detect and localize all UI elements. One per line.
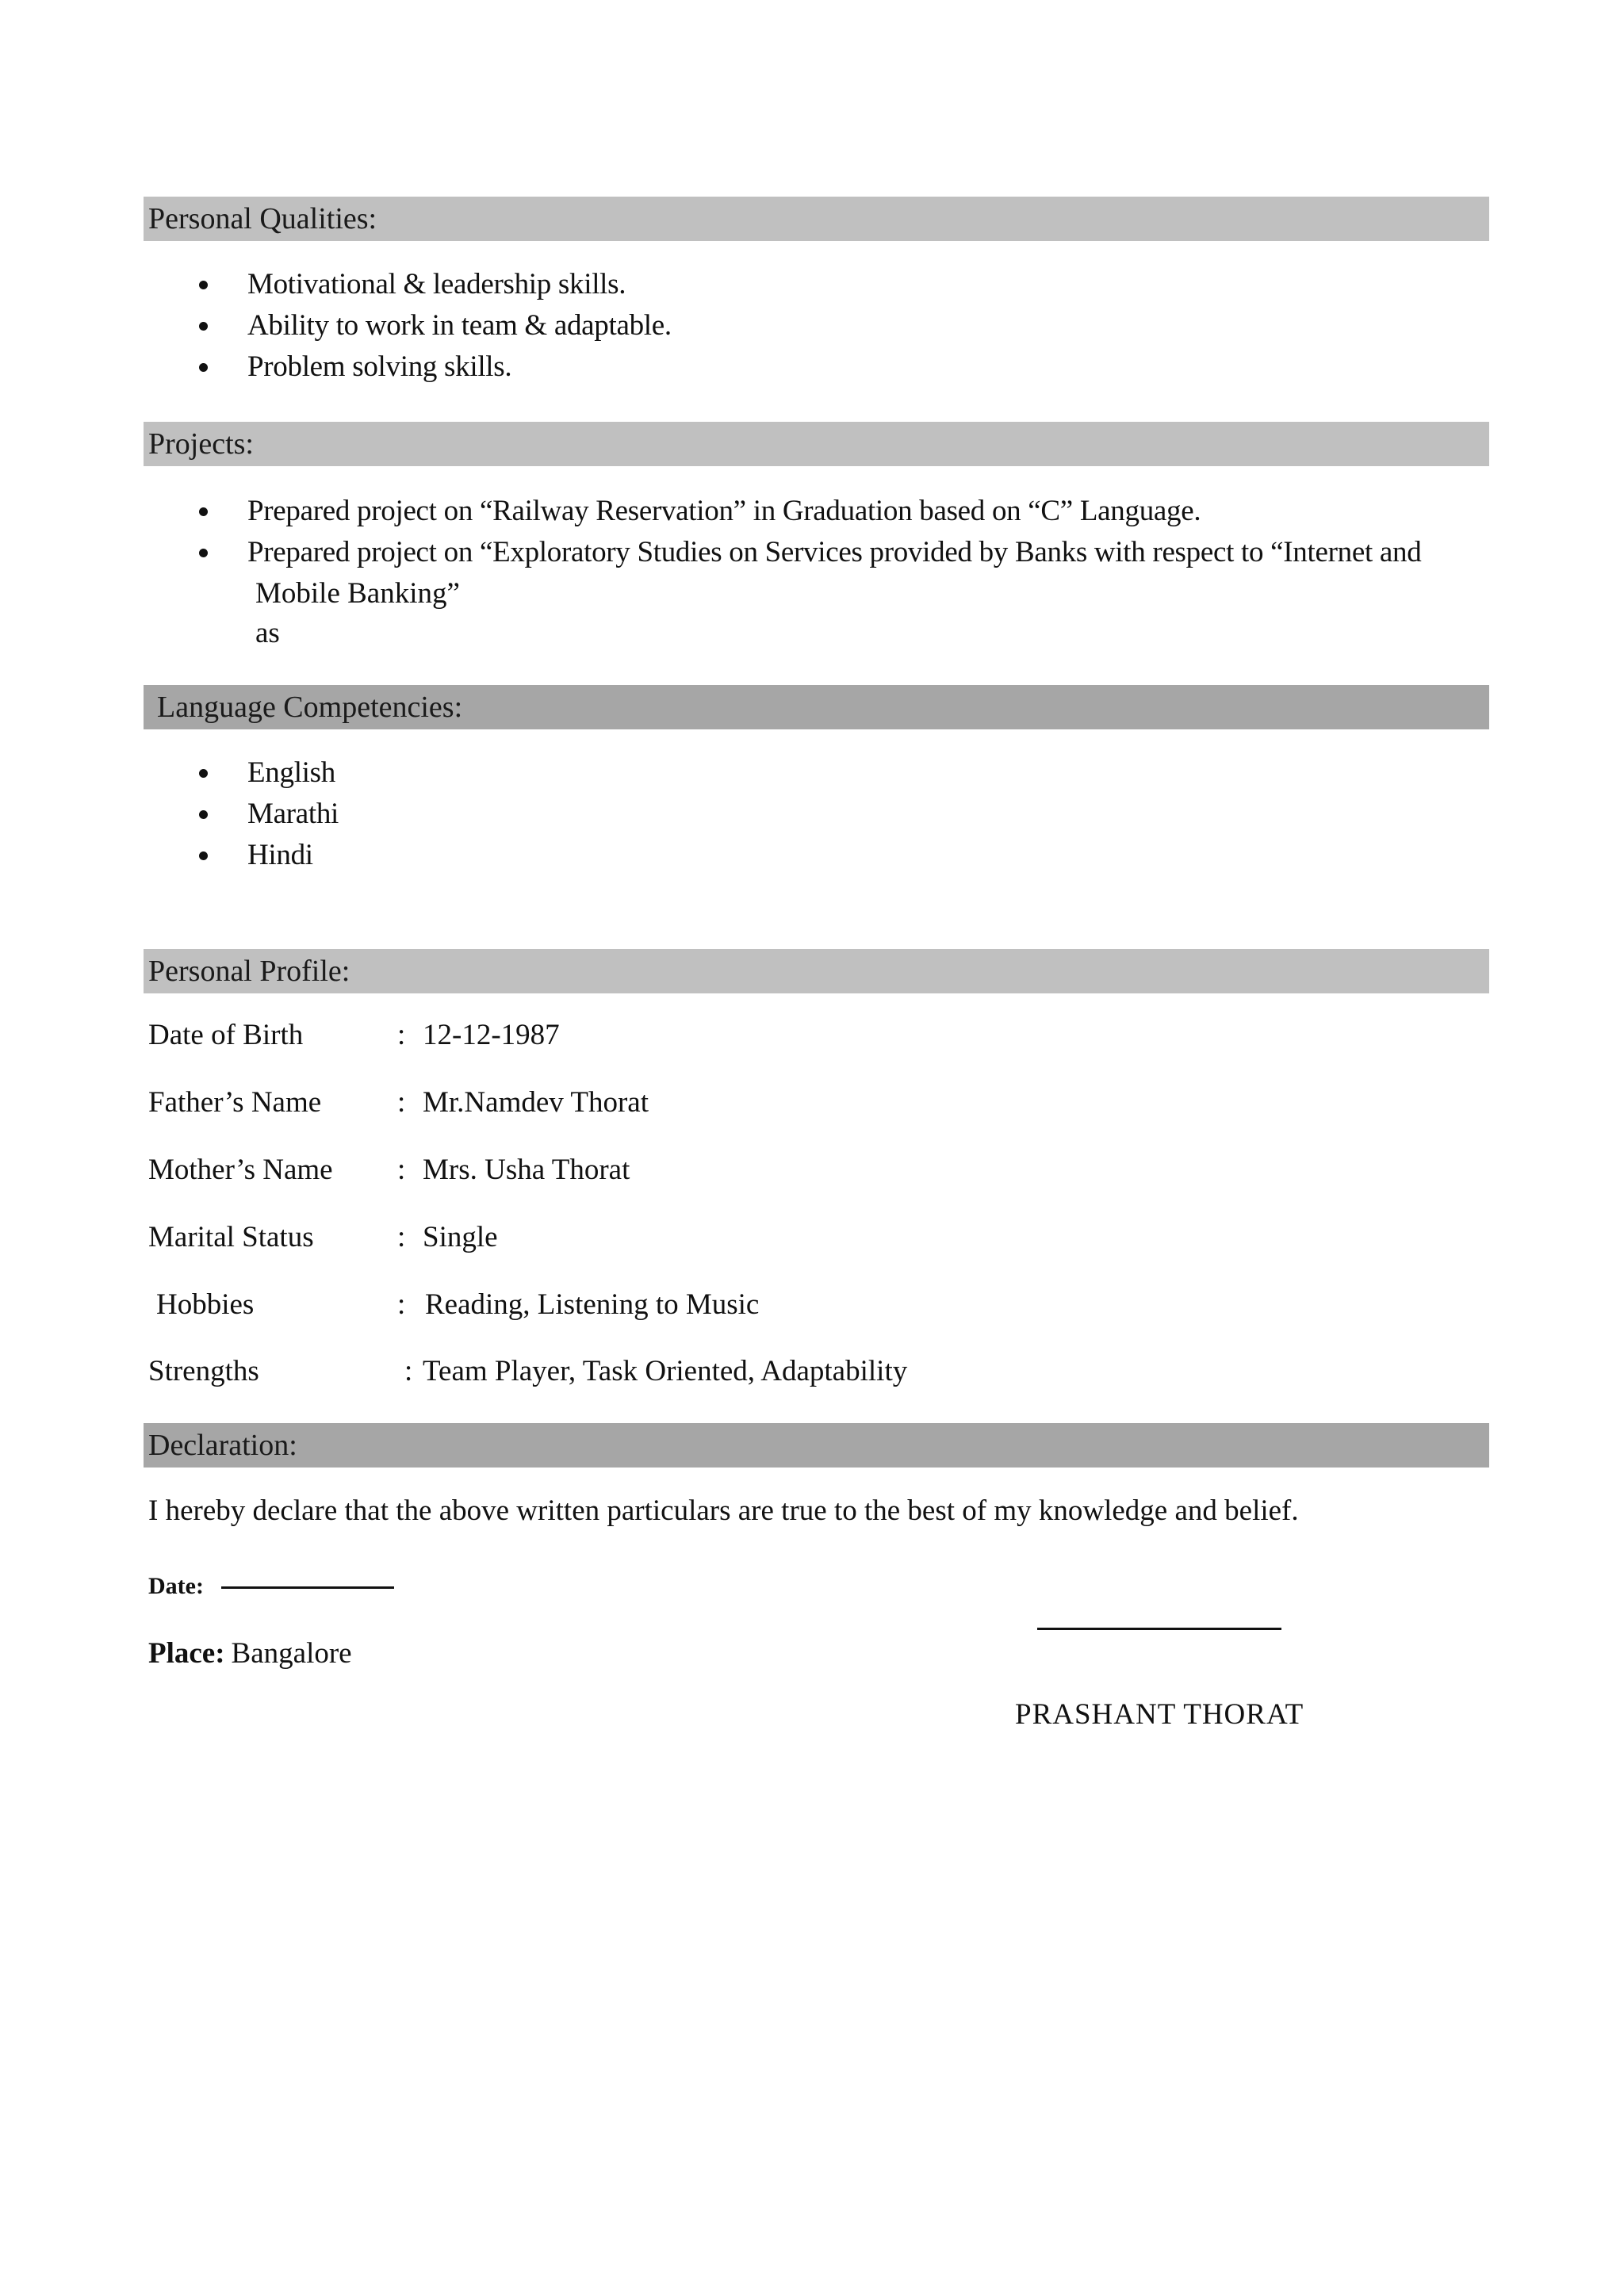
profile-value: Mr.Namdev Thorat (423, 1086, 649, 1119)
profile-label: Strengths (148, 1355, 259, 1387)
profile-label: Mother’s Name (148, 1154, 333, 1186)
signatory-name: PRASHANT THORAT (1015, 1698, 1304, 1731)
profile-row-marital (148, 1217, 1338, 1258)
bullet-icon (199, 322, 208, 331)
bullet-icon (199, 549, 208, 557)
language-competencies-header: Language Competencies: (144, 685, 1489, 729)
profile-row-mother (148, 1150, 1338, 1191)
bullet-icon (199, 507, 208, 516)
profile-value: Reading, Listening to Music (425, 1288, 760, 1321)
projects-list (144, 491, 1489, 573)
bullet-icon (199, 281, 208, 289)
profile-colon: : (397, 1086, 406, 1119)
declaration-text: I hereby declare that the above written particulars are true to the best of my knowledge and belief. (148, 1494, 1299, 1527)
list-item (144, 264, 1489, 305)
profile-value: 12-12-1987 (423, 1019, 560, 1051)
profile-colon: : (397, 1288, 406, 1321)
language-text: Hindi (247, 839, 313, 871)
bullet-icon (199, 769, 208, 778)
bullet-icon (199, 851, 208, 860)
quality-text: Problem solving skills. (247, 350, 512, 383)
profile-label: Date of Birth (148, 1019, 304, 1051)
list-item (144, 305, 1489, 346)
place-value: Bangalore (231, 1637, 352, 1670)
quality-text: Motivational & leadership skills. (247, 268, 626, 300)
list-item (144, 346, 1489, 388)
list-item (144, 532, 1489, 573)
personal-qualities-list (144, 264, 1489, 388)
list-item (144, 752, 1489, 794)
profile-colon: : (404, 1355, 413, 1387)
quality-text: Ability to work in team & adaptable. (247, 309, 672, 342)
personal-qualities-header: Personal Qualities: (144, 197, 1489, 241)
profile-row-dob (148, 1015, 1338, 1056)
project-text: Prepared project on “Exploratory Studies on Services provided by Banks with respect to “Internet and (247, 536, 1422, 568)
profile-value: Team Player, Task Oriented, Adaptability (423, 1355, 908, 1387)
declaration-header: Declaration: (144, 1423, 1489, 1468)
projects-header: Projects: (144, 422, 1489, 466)
list-item (144, 835, 1489, 876)
profile-value: Mrs. Usha Thorat (423, 1154, 630, 1186)
profile-row-strengths (148, 1351, 1338, 1392)
profile-row-father (148, 1082, 1338, 1123)
date-blank-line (221, 1586, 394, 1589)
list-item (144, 491, 1489, 532)
profile-colon: : (397, 1019, 406, 1051)
profile-label: Marital Status (148, 1221, 314, 1253)
profile-colon: : (397, 1221, 406, 1253)
project-text: Prepared project on “Railway Reservation” in Graduation based on “C” Language. (247, 495, 1201, 527)
date-label: Date: (148, 1573, 204, 1599)
project-text-continuation: Mobile Banking” (255, 577, 460, 610)
languages-list (144, 752, 1489, 876)
language-text: Marathi (247, 798, 339, 830)
profile-label: Hobbies (156, 1288, 255, 1321)
list-item (144, 794, 1489, 835)
bullet-icon (199, 363, 208, 372)
profile-row-hobbies (148, 1284, 1338, 1326)
language-text: English (247, 756, 335, 789)
personal-profile-header: Personal Profile: (144, 949, 1489, 993)
profile-colon: : (397, 1154, 406, 1186)
bullet-icon (199, 810, 208, 819)
profile-label: Father’s Name (148, 1086, 322, 1119)
project-trailing-text: as (255, 617, 280, 649)
signature-line (1037, 1628, 1281, 1630)
place-row (148, 1633, 352, 1674)
profile-value: Single (423, 1221, 498, 1253)
date-row (148, 1568, 394, 1605)
place-label: Place: (148, 1637, 225, 1670)
